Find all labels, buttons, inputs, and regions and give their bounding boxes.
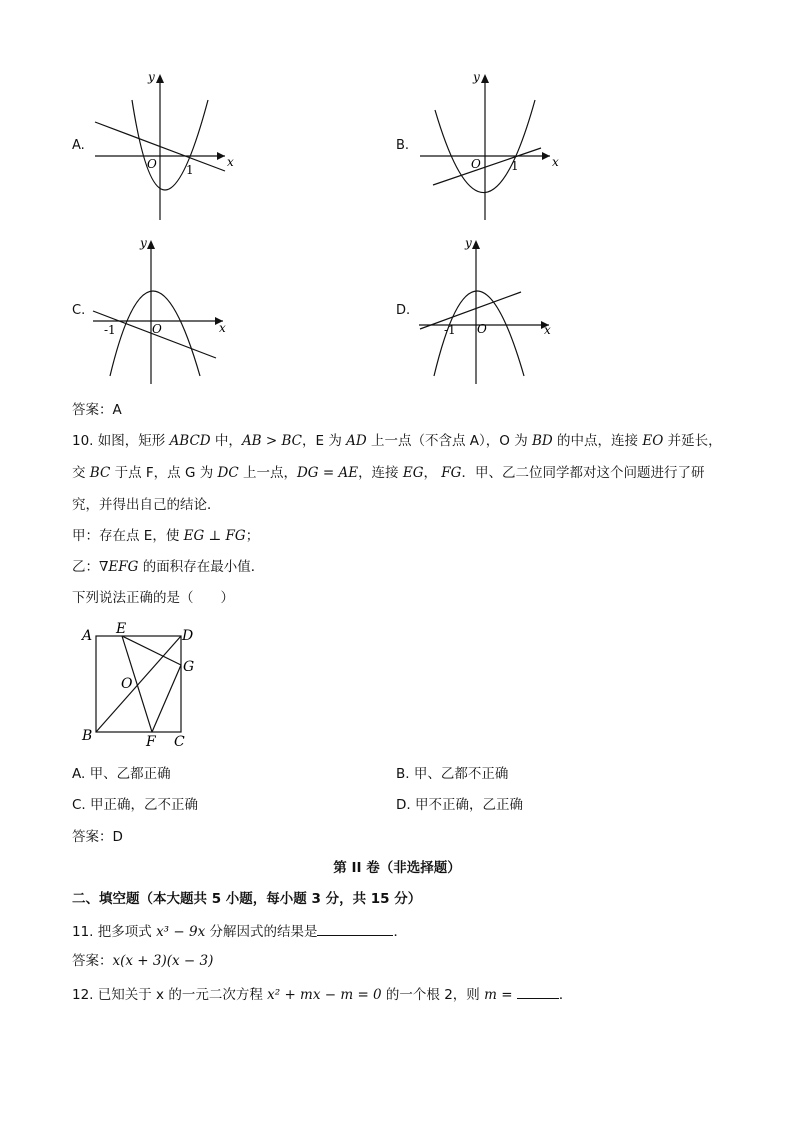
label-f: F: [146, 734, 156, 750]
graph-a: [90, 70, 240, 225]
graph-c-origin: O: [152, 322, 162, 336]
option-b-label: B.: [396, 138, 410, 153]
q10-line-3: 究，并得出自己的结论．: [72, 497, 221, 513]
option-d-label: D.: [396, 303, 411, 318]
label-e: E: [116, 621, 127, 637]
graph-b: [415, 70, 565, 225]
graph-d: [414, 236, 564, 386]
q11-answer: 答案：x(x + 3)(x − 3): [72, 953, 214, 969]
label-d: D: [182, 628, 194, 644]
q10-option-c: C. 甲正确，乙不正确: [72, 797, 199, 813]
graph-c-minus-one: -1: [104, 323, 116, 337]
graph-a-y: y: [148, 70, 155, 84]
q11-blank: [317, 921, 393, 936]
option-a-label: A.: [72, 138, 85, 153]
label-b: B: [82, 728, 93, 744]
graph-b-one: 1: [511, 159, 519, 173]
section-title: 第 II 卷（非选择题）: [333, 860, 461, 876]
q10-jia: 甲：存在点 E，使 EG ⊥ FG；: [72, 528, 260, 544]
graph-d-x: x: [544, 323, 551, 337]
q11-text: 11. 把多项式 x³ − 9x 分解因式的结果是 ．: [72, 921, 407, 941]
label-a: A: [82, 628, 93, 644]
graph-d-y: y: [465, 236, 472, 250]
q10-line-2: 交 BC 于点 F，点 G 为 DC 上一点，DG = AE，连接 EG， FG．甲、乙二位同学都对这个问题进行了研: [72, 465, 705, 481]
graph-c-x: x: [219, 321, 226, 335]
graph-c: [88, 236, 238, 386]
q10-answer: 答案：D: [72, 829, 123, 845]
q10-prompt: 下列说法正确的是（ ）: [72, 590, 234, 606]
graph-a-x: x: [227, 155, 234, 169]
section-heading: 二、填空题（本大题共 5 小题，每小题 3 分，共 15 分）: [72, 891, 422, 907]
label-c: C: [174, 734, 185, 750]
q12-text: 12. 已知关于 x 的一元二次方程 x² + mx − m = 0 的一个根 2，则 m = ．: [72, 984, 572, 1004]
label-o: O: [121, 676, 133, 692]
q10-line-1: 10. 如图，矩形 ABCD 中，AB > BC，E 为 AD 上一点（不含点 A），O 为 BD 的中点，连接 EO 并延长，: [72, 433, 722, 449]
graph-b-x: x: [552, 155, 559, 169]
q10-rectangle-figure: [76, 620, 206, 752]
graph-c-y: y: [140, 236, 147, 250]
graph-b-origin: O: [471, 157, 481, 171]
q10-option-a: A. 甲、乙都正确: [72, 766, 171, 782]
label-g: G: [183, 659, 195, 675]
graph-a-origin: O: [147, 157, 157, 171]
q10-option-d: D. 甲不正确，乙正确: [396, 797, 523, 813]
option-c-label: C.: [72, 303, 86, 318]
graph-a-one: 1: [186, 163, 194, 177]
graph-b-y: y: [473, 70, 480, 84]
q10-option-b: B. 甲、乙都不正确: [396, 766, 509, 782]
graph-d-minus-one: -1: [444, 323, 456, 337]
graph-d-origin: O: [477, 322, 487, 336]
q10-yi: 乙：∇EFG 的面积存在最小值．: [72, 559, 265, 575]
q12-blank: [517, 984, 559, 999]
q9-answer: 答案：A: [72, 402, 122, 418]
